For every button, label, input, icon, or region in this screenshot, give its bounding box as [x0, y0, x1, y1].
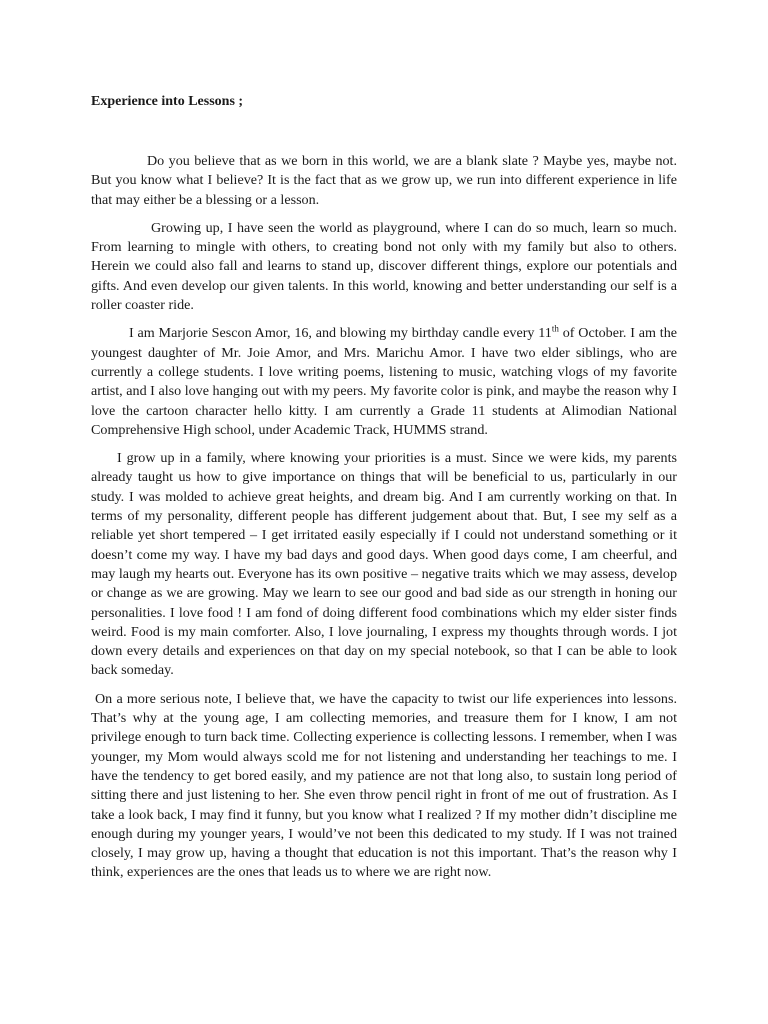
paragraph-lessons: On a more serious note, I believe that, we have the capacity to twist our life experiences into lessons. That’s why at the young age, I am collecting memories, and treasure them for I know, I am not privilege enough to turn back time. Collecting experience is collecting lessons. I remember, when I was younger, my Mom would always scold me for not listening and understanding her teachings to me. I have the tendency to get bored easily, and my patience are not that long also, to sustain long period of sitting there and just listening to her. She even throw pencil right in front of me out of frustration. As I take a look back, I may find it funny, but you know what I realized ? If my mother didn’t discipline me enough during my younger years, I would’ve not been this dedicated to my study. If I was not trained closely, I may grow up, having a thought that education is not this important. That’s the reason why I think, experiences are the ones that leads us to where we are right now. — [91, 690, 677, 881]
paragraph-intro: Do you believe that as we born in this world, we are a blank slate ? Maybe yes, maybe not. But you know what I believe? It is the fact that as we grow up, we run into different experience in life that may either be a blessing or a lesson. — [91, 153, 677, 208]
document-page — [91, 92, 677, 883]
document-title: Experience into Lessons ; — [91, 94, 244, 109]
paragraph-family-personality: I grow up in a family, where knowing your priorities is a must. Since we were kids, my parents already taught us how to give importance on things that will be beneficial to us, particularly in our study. I was molded to achieve great heights, and dream big. And I am currently working on that. In terms of my personality, different people has different judgement about that. But, I see my self as a reliable yet short tempered – I get irritated easily especially if I could not understand something or it doesn’t come my way. I have my bad days and good days. When good days come, I am cheerful, and may laugh my hearts out. Everyone has its own positive – negative traits which we may assess, develop or change as we are growing. May we learn to see our good and bad side as our strength in honing our personalities. I love food ! I am fond of doing different food combinations which my elder sister finds weird. Food is my main comforter. Also, I love journaling, I express my thoughts through words. I jot down every details and experiences on that day on my special notebook, so that I can be able to look back someday. — [91, 450, 677, 679]
paragraph-about-me-text-end: of October. I am the youngest daughter of Mr. Joie Amor, and Mrs. Marichu Amor. I have two elder siblings, who are currently a college students. I love writing poems, listening to music, watching vlogs of my favorite artist, and I also love hanging out with my peers. My favorite color is pink, and maybe the reason why I love the cartoon character hello kitty. I am currently a Grade 11 students at Alimodian National Comprehensive High school, under Academic Track, HUMMS strand. — [91, 325, 677, 438]
paragraph-about-me — [91, 324, 677, 440]
paragraph-about-me-text-start: I am Marjorie Sescon Amor, 16, and blowing my birthday candle every 11 — [129, 325, 552, 342]
ordinal-superscript: th — [551, 323, 559, 334]
paragraph-growing-up: Growing up, I have seen the world as playground, where I can do so much, learn so much. From learning to mingle with others, to creating bond not only with my family but also to others. Herein we could also fall and learns to stand up, discover different things, explore our potentials and gifts. And even develop our given talents. In this world, knowing and better understanding our self is a roller coaster ride. — [91, 219, 677, 314]
